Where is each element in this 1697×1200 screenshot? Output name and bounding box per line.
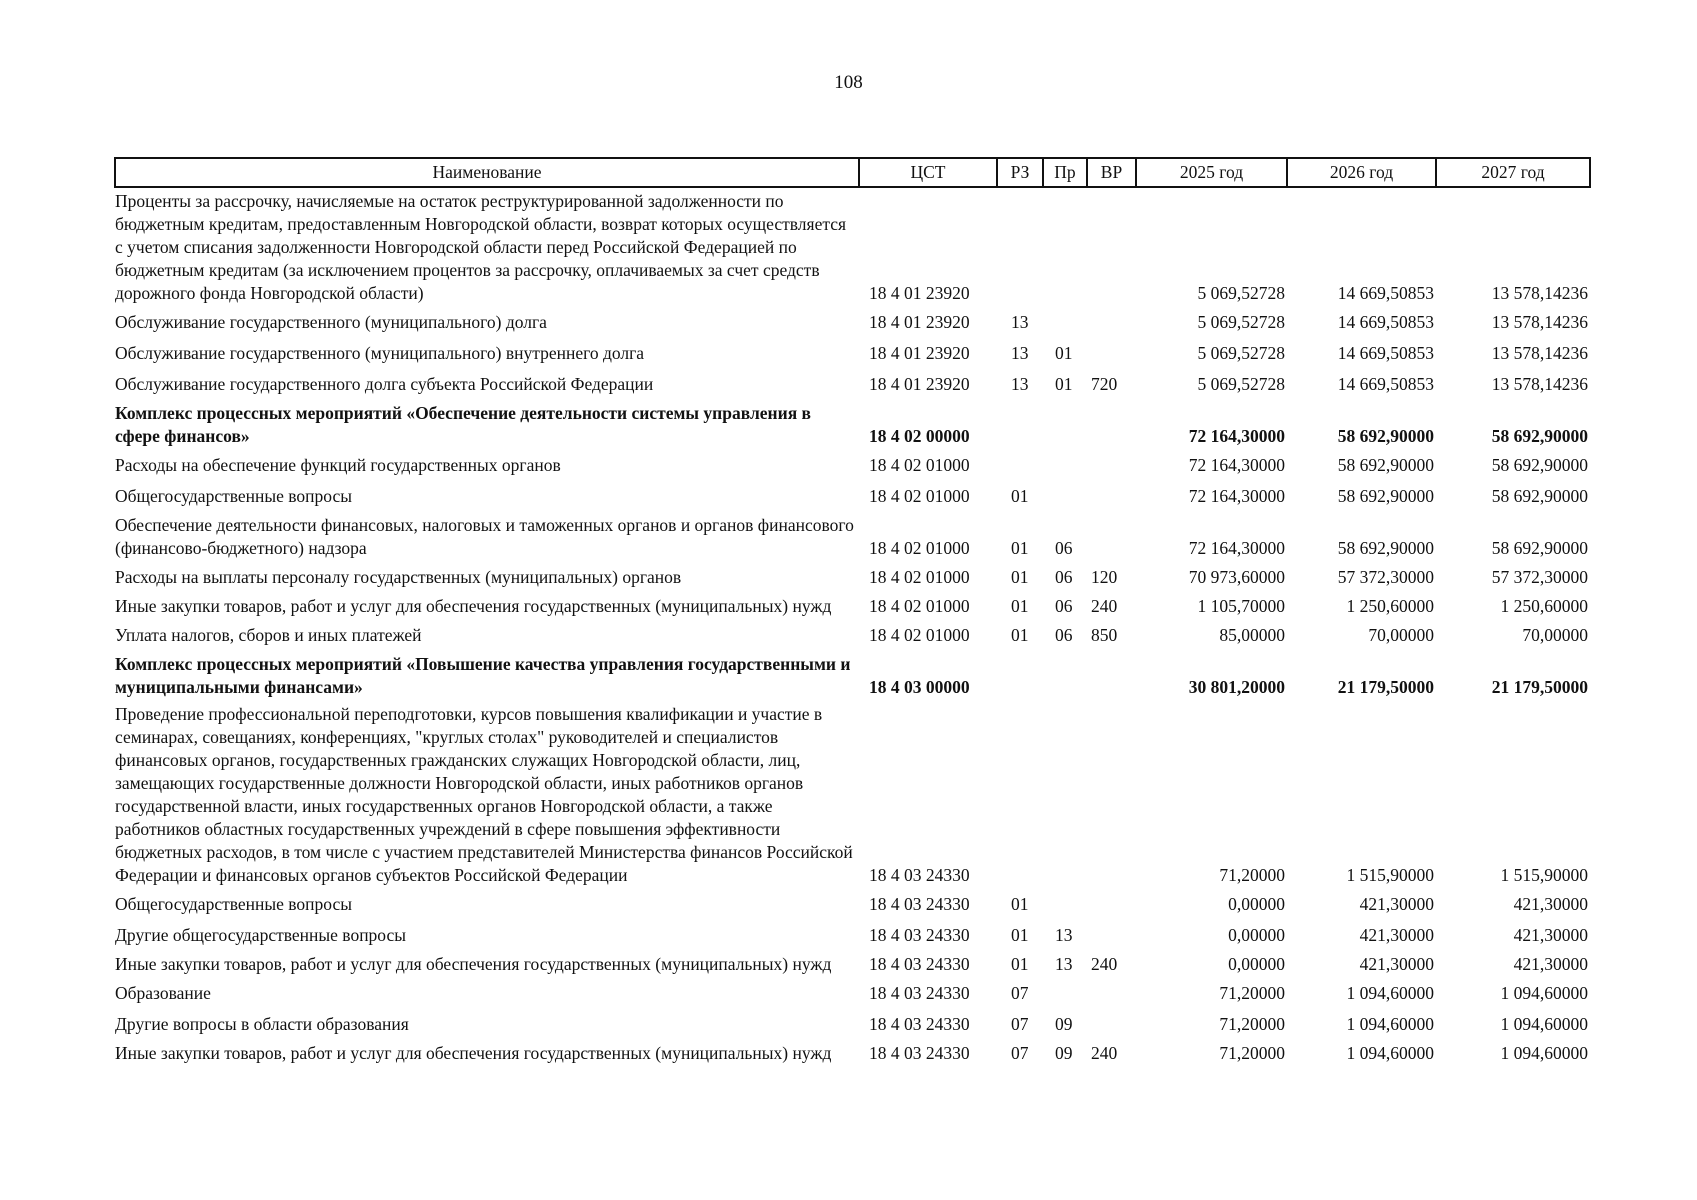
- cell-name: Иные закупки товаров, работ и услуг для обеспечения государственных (муниципальных) нужд: [115, 596, 832, 616]
- table-row: [115, 338, 1590, 369]
- cell-y2025: 72 164,30000: [1188, 538, 1285, 558]
- cell-rz: [997, 450, 1043, 481]
- cell-y2025: 72 164,30000: [1188, 486, 1285, 506]
- cell-name: Проценты за рассрочку, начисляемые на остаток реструктурированной задолженности по бюджетным кредитам, предоставленным Новгородской области, возврат которых осуществляется с учетом списания задолженности Новгородской области перед Российской Федерацией по бюджетным кредитам (за исключением процентов за рассрочку, оплачиваемых за счет средств дорожного фонда Новгородской области): [115, 191, 847, 303]
- cell-rz: 13: [1011, 312, 1029, 332]
- cell-cst: 18 4 03 24330: [869, 983, 970, 1003]
- table-row: [115, 481, 1590, 512]
- cell-y2026: 1 250,60000: [1346, 596, 1434, 616]
- cell-cst: 18 4 02 01000: [869, 486, 970, 506]
- cell-vr: 120: [1091, 567, 1118, 587]
- cell-y2025: 5 069,52728: [1197, 283, 1285, 303]
- table-row: [115, 701, 1590, 889]
- cell-y2026: 58 692,90000: [1337, 538, 1434, 558]
- cell-y2025: 70 973,60000: [1188, 567, 1285, 587]
- table-row: [115, 1040, 1590, 1067]
- table-row: [115, 562, 1590, 593]
- cell-y2025: 0,00000: [1228, 894, 1285, 914]
- cell-vr: 240: [1091, 1043, 1118, 1063]
- cell-y2025: 71,20000: [1219, 865, 1285, 885]
- cell-rz: 13: [1011, 374, 1029, 394]
- cell-rz: 07: [1011, 1043, 1029, 1063]
- cell-y2027: 13 578,14236: [1491, 343, 1588, 363]
- cell-y2026: 1 094,60000: [1346, 1014, 1434, 1034]
- cell-y2027: 13 578,14236: [1491, 312, 1588, 332]
- cell-vr: 850: [1091, 625, 1118, 645]
- cell-pr: 09: [1055, 1043, 1073, 1063]
- header-name: Наименование: [115, 158, 859, 187]
- header-2026: 2026 год: [1287, 158, 1436, 187]
- cell-rz: 01: [1011, 567, 1029, 587]
- header-2025: 2025 год: [1136, 158, 1287, 187]
- table-row: [115, 951, 1590, 978]
- cell-name: Образование: [115, 983, 211, 1003]
- table-row: [115, 512, 1590, 562]
- cell-vr: [1087, 978, 1136, 1009]
- cell-name: Расходы на выплаты персоналу государственных (муниципальных) органов: [115, 567, 682, 587]
- cell-pr: 13: [1055, 925, 1073, 945]
- cell-pr: 01: [1055, 374, 1073, 394]
- table-body: [115, 187, 1590, 1067]
- cell-rz: 01: [1011, 925, 1029, 945]
- cell-rz: 01: [1011, 625, 1029, 645]
- cell-name: Обслуживание государственного долга субъекта Российской Федерации: [115, 374, 654, 394]
- cell-rz: [997, 701, 1043, 889]
- page-number: 108: [834, 72, 863, 93]
- cell-pr: 06: [1055, 596, 1073, 616]
- cell-cst: 18 4 02 01000: [869, 596, 970, 616]
- cell-y2026: 57 372,30000: [1337, 567, 1434, 587]
- cell-pr: 06: [1055, 567, 1073, 587]
- cell-rz: 01: [1011, 486, 1029, 506]
- cell-vr: [1087, 1009, 1136, 1040]
- cell-y2027: 58 692,90000: [1491, 455, 1588, 475]
- table-row: [115, 307, 1590, 338]
- cell-name: Уплата налогов, сборов и иных платежей: [115, 625, 422, 645]
- cell-y2026: 14 669,50853: [1337, 374, 1434, 394]
- header-rz: РЗ: [997, 158, 1043, 187]
- cell-y2027: 13 578,14236: [1491, 374, 1588, 394]
- cell-pr: [1043, 651, 1087, 701]
- cell-y2027: 21 179,50000: [1491, 677, 1588, 697]
- cell-pr: 06: [1055, 538, 1073, 558]
- cell-cst: 18 4 01 23920: [869, 312, 970, 332]
- cell-y2026: 14 669,50853: [1337, 283, 1434, 303]
- table-row: [115, 920, 1590, 951]
- cell-y2027: 13 578,14236: [1491, 283, 1588, 303]
- cell-pr: [1043, 400, 1087, 450]
- cell-vr: [1087, 889, 1136, 920]
- cell-y2027: 1 094,60000: [1500, 983, 1588, 1003]
- cell-pr: [1043, 307, 1087, 338]
- cell-vr: [1087, 187, 1136, 307]
- cell-vr: 240: [1091, 596, 1118, 616]
- cell-y2027: 70,00000: [1522, 625, 1588, 645]
- cell-y2027: 1 250,60000: [1500, 596, 1588, 616]
- table-header: [115, 158, 1590, 187]
- cell-rz: [997, 187, 1043, 307]
- cell-vr: 720: [1091, 374, 1118, 394]
- table-row: [115, 651, 1590, 701]
- cell-y2025: 1 105,70000: [1197, 596, 1285, 616]
- cell-y2025: 71,20000: [1219, 1014, 1285, 1034]
- cell-y2026: 70,00000: [1368, 625, 1434, 645]
- header-cst: ЦСТ: [859, 158, 997, 187]
- cell-name: Общегосударственные вопросы: [115, 486, 353, 506]
- cell-rz: 01: [1011, 954, 1029, 974]
- table-row: [115, 889, 1590, 920]
- cell-vr: [1087, 338, 1136, 369]
- cell-pr: 01: [1055, 343, 1073, 363]
- cell-y2026: 1 094,60000: [1346, 983, 1434, 1003]
- cell-vr: [1087, 920, 1136, 951]
- cell-pr: [1043, 450, 1087, 481]
- cell-vr: [1087, 450, 1136, 481]
- header-pr: Пр: [1043, 158, 1087, 187]
- cell-y2027: 1 094,60000: [1500, 1014, 1588, 1034]
- cell-y2026: 14 669,50853: [1337, 312, 1434, 332]
- cell-cst: 18 4 03 24330: [869, 954, 970, 974]
- cell-y2026: 1 515,90000: [1346, 865, 1434, 885]
- cell-name: Другие общегосударственные вопросы: [115, 925, 407, 945]
- cell-vr: [1087, 651, 1136, 701]
- cell-y2026: 58 692,90000: [1337, 486, 1434, 506]
- cell-pr: 09: [1055, 1014, 1073, 1034]
- table-row: [115, 593, 1590, 620]
- cell-y2025: 71,20000: [1219, 1043, 1285, 1063]
- cell-name: Обслуживание государственного (муниципального) долга: [115, 312, 547, 332]
- cell-rz: 07: [1011, 1014, 1029, 1034]
- cell-rz: [997, 400, 1043, 450]
- cell-y2027: 58 692,90000: [1491, 426, 1588, 446]
- cell-vr: [1087, 400, 1136, 450]
- cell-pr: [1043, 481, 1087, 512]
- cell-y2025: 71,20000: [1219, 983, 1285, 1003]
- cell-rz: 01: [1011, 894, 1029, 914]
- cell-pr: [1043, 701, 1087, 889]
- header-vr: ВР: [1087, 158, 1136, 187]
- cell-cst: 18 4 01 23920: [869, 343, 970, 363]
- cell-cst: 18 4 02 00000: [869, 426, 970, 446]
- cell-y2025: 5 069,52728: [1197, 343, 1285, 363]
- cell-name: Проведение профессиональной переподготовки, курсов повышения квалификации и участие в семинарах, совещаниях, конференциях, "круглых столах" руководителей и специалистов финансовых органов, государственных гражданских служащих Новгородской области, лиц, замещающих государственные должности Новгородской области, иных работников органов государственной власти, иных государственных органов Новгородской области, а также работников областных государственных учреждений в сфере повышения эффективности бюджетных расходов, в том числе с участием представителей Министерства финансов Российской Федерации и финансовых органов субъектов Российской Федерации: [115, 704, 853, 885]
- cell-vr: [1087, 512, 1136, 562]
- cell-y2026: 21 179,50000: [1337, 677, 1434, 697]
- cell-rz: [997, 651, 1043, 701]
- cell-cst: 18 4 02 01000: [869, 538, 970, 558]
- cell-y2025: 72 164,30000: [1188, 426, 1285, 446]
- cell-vr: [1087, 701, 1136, 889]
- budget-table: [114, 157, 1591, 1067]
- cell-pr: 13: [1055, 954, 1073, 974]
- cell-name: Расходы на обеспечение функций государственных органов: [115, 455, 561, 475]
- table-row: [115, 187, 1590, 307]
- cell-rz: 01: [1011, 538, 1029, 558]
- cell-cst: 18 4 02 01000: [869, 567, 970, 587]
- cell-y2025: 85,00000: [1219, 625, 1285, 645]
- cell-cst: 18 4 02 01000: [869, 625, 970, 645]
- cell-cst: 18 4 03 00000: [869, 677, 970, 697]
- cell-y2026: 421,30000: [1359, 925, 1434, 945]
- cell-y2027: 421,30000: [1513, 894, 1588, 914]
- cell-name: Иные закупки товаров, работ и услуг для обеспечения государственных (муниципальных) нужд: [115, 954, 832, 974]
- cell-name: Обеспечение деятельности финансовых, налоговых и таможенных органов и органов финансового (финансово-бюджетного) надзора: [115, 515, 854, 558]
- cell-name: Другие вопросы в области образования: [115, 1014, 409, 1034]
- cell-y2025: 30 801,20000: [1188, 677, 1285, 697]
- cell-y2025: 5 069,52728: [1197, 312, 1285, 332]
- cell-y2027: 58 692,90000: [1491, 486, 1588, 506]
- cell-y2026: 58 692,90000: [1337, 455, 1434, 475]
- cell-name: Комплекс процессных мероприятий «Повышение качества управления государственными и муниципальными финансами»: [115, 654, 851, 697]
- cell-cst: 18 4 03 24330: [869, 925, 970, 945]
- cell-y2027: 1 515,90000: [1500, 865, 1588, 885]
- cell-y2026: 14 669,50853: [1337, 343, 1434, 363]
- cell-y2025: 72 164,30000: [1188, 455, 1285, 475]
- cell-pr: [1043, 978, 1087, 1009]
- cell-y2025: 0,00000: [1228, 925, 1285, 945]
- cell-rz: 01: [1011, 596, 1029, 616]
- cell-y2027: 421,30000: [1513, 954, 1588, 974]
- cell-y2025: 5 069,52728: [1197, 374, 1285, 394]
- table-row: [115, 978, 1590, 1009]
- cell-y2026: 421,30000: [1359, 894, 1434, 914]
- cell-cst: 18 4 01 23920: [869, 283, 970, 303]
- cell-cst: 18 4 03 24330: [869, 865, 970, 885]
- cell-y2026: 58 692,90000: [1337, 426, 1434, 446]
- cell-cst: 18 4 02 01000: [869, 455, 970, 475]
- cell-pr: [1043, 889, 1087, 920]
- cell-vr: 240: [1091, 954, 1118, 974]
- cell-rz: 13: [1011, 343, 1029, 363]
- cell-vr: [1087, 481, 1136, 512]
- cell-rz: 07: [1011, 983, 1029, 1003]
- cell-cst: 18 4 01 23920: [869, 374, 970, 394]
- cell-cst: 18 4 03 24330: [869, 1043, 970, 1063]
- cell-name: Общегосударственные вопросы: [115, 894, 353, 914]
- cell-pr: 06: [1055, 625, 1073, 645]
- cell-y2025: 0,00000: [1228, 954, 1285, 974]
- cell-y2027: 421,30000: [1513, 925, 1588, 945]
- cell-cst: 18 4 03 24330: [869, 894, 970, 914]
- table-row: [115, 1009, 1590, 1040]
- table-row: [115, 369, 1590, 400]
- table-row: [115, 620, 1590, 651]
- cell-y2026: 421,30000: [1359, 954, 1434, 974]
- cell-cst: 18 4 03 24330: [869, 1014, 970, 1034]
- cell-pr: [1043, 187, 1087, 307]
- cell-y2027: 58 692,90000: [1491, 538, 1588, 558]
- cell-name: Иные закупки товаров, работ и услуг для обеспечения государственных (муниципальных) нужд: [115, 1043, 832, 1063]
- table-row: [115, 400, 1590, 450]
- cell-vr: [1087, 307, 1136, 338]
- cell-y2027: 57 372,30000: [1491, 567, 1588, 587]
- header-2027: 2027 год: [1436, 158, 1590, 187]
- cell-y2026: 1 094,60000: [1346, 1043, 1434, 1063]
- cell-name: Комплекс процессных мероприятий «Обеспечение деятельности системы управления в сфере финансов»: [115, 403, 812, 446]
- header-row: [115, 158, 1590, 187]
- table-row: [115, 450, 1590, 481]
- cell-y2027: 1 094,60000: [1500, 1043, 1588, 1063]
- cell-name: Обслуживание государственного (муниципального) внутреннего долга: [115, 343, 645, 363]
